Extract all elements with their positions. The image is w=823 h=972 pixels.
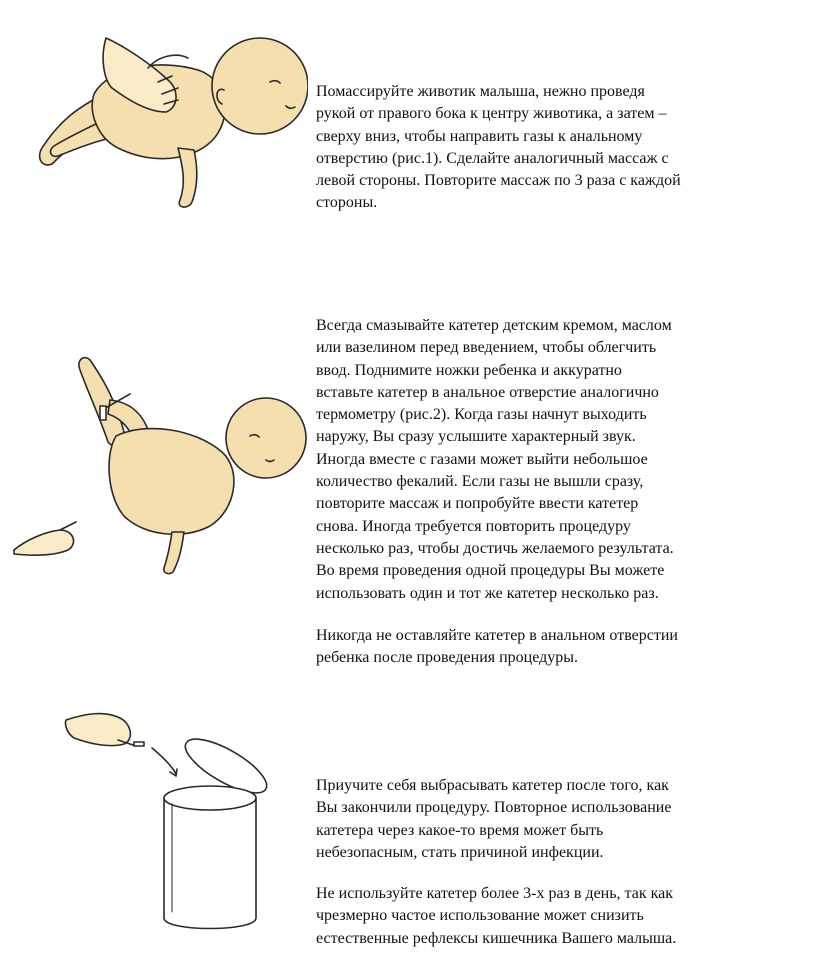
- catheter-insertion-instruction: Всегда смазывайте катетер детским кремом, маслом или вазелином перед введением, чтобы облегчить ввод. Поднимите ножки ребенка и аккуратно вставьте катетер в анальное отверстие аналогично термометру (рис.2). Когда газы начнут выходить наружу, Вы сразу услышите характерный звук. Иногда вместе с газами может выйти небольшое количество фекалий. Если газы не вышли сразу, повторите массаж и попробуйте ввести катетер снова. Иногда требуется повторить процедуру несколько раз, чтобы достичь желаемого результата. Во время проведения одной процедуры Вы можете использовать один и тот же катетер несколько раз.: [316, 317, 674, 602]
- massage-instruction: Помассируйте животик малыша, нежно проведя рукой от правого бока к центру животика, а затем – сверху вниз, чтобы направить газы к анальному отверстию (рис.1). Сделайте аналогичный массаж с левой стороны. Повторите массаж по 3 раза с каждой стороны.: [316, 83, 681, 212]
- usage-limit-warning: Не используйте катетер более 3-х раз в день, так как чрезмерно частое использование может снизить естественные рефлексы кишечника Вашего малыша.: [316, 885, 677, 947]
- catheter-warning: Никогда не оставляйте катетер в анальном отверстии ребенка после проведения процедуры.: [316, 627, 678, 667]
- discard-catheter-illustration: [60, 700, 290, 940]
- baby-catheter-illustration: [4, 340, 314, 580]
- disposal-instruction: Приучите себя выбрасывать катетер после того, как Вы закончили процедуру. Повторное использование катетера через какое-то время может быть небезопасным, стать причиной инфекции.: [316, 777, 672, 861]
- baby-massage-illustration: [8, 8, 308, 218]
